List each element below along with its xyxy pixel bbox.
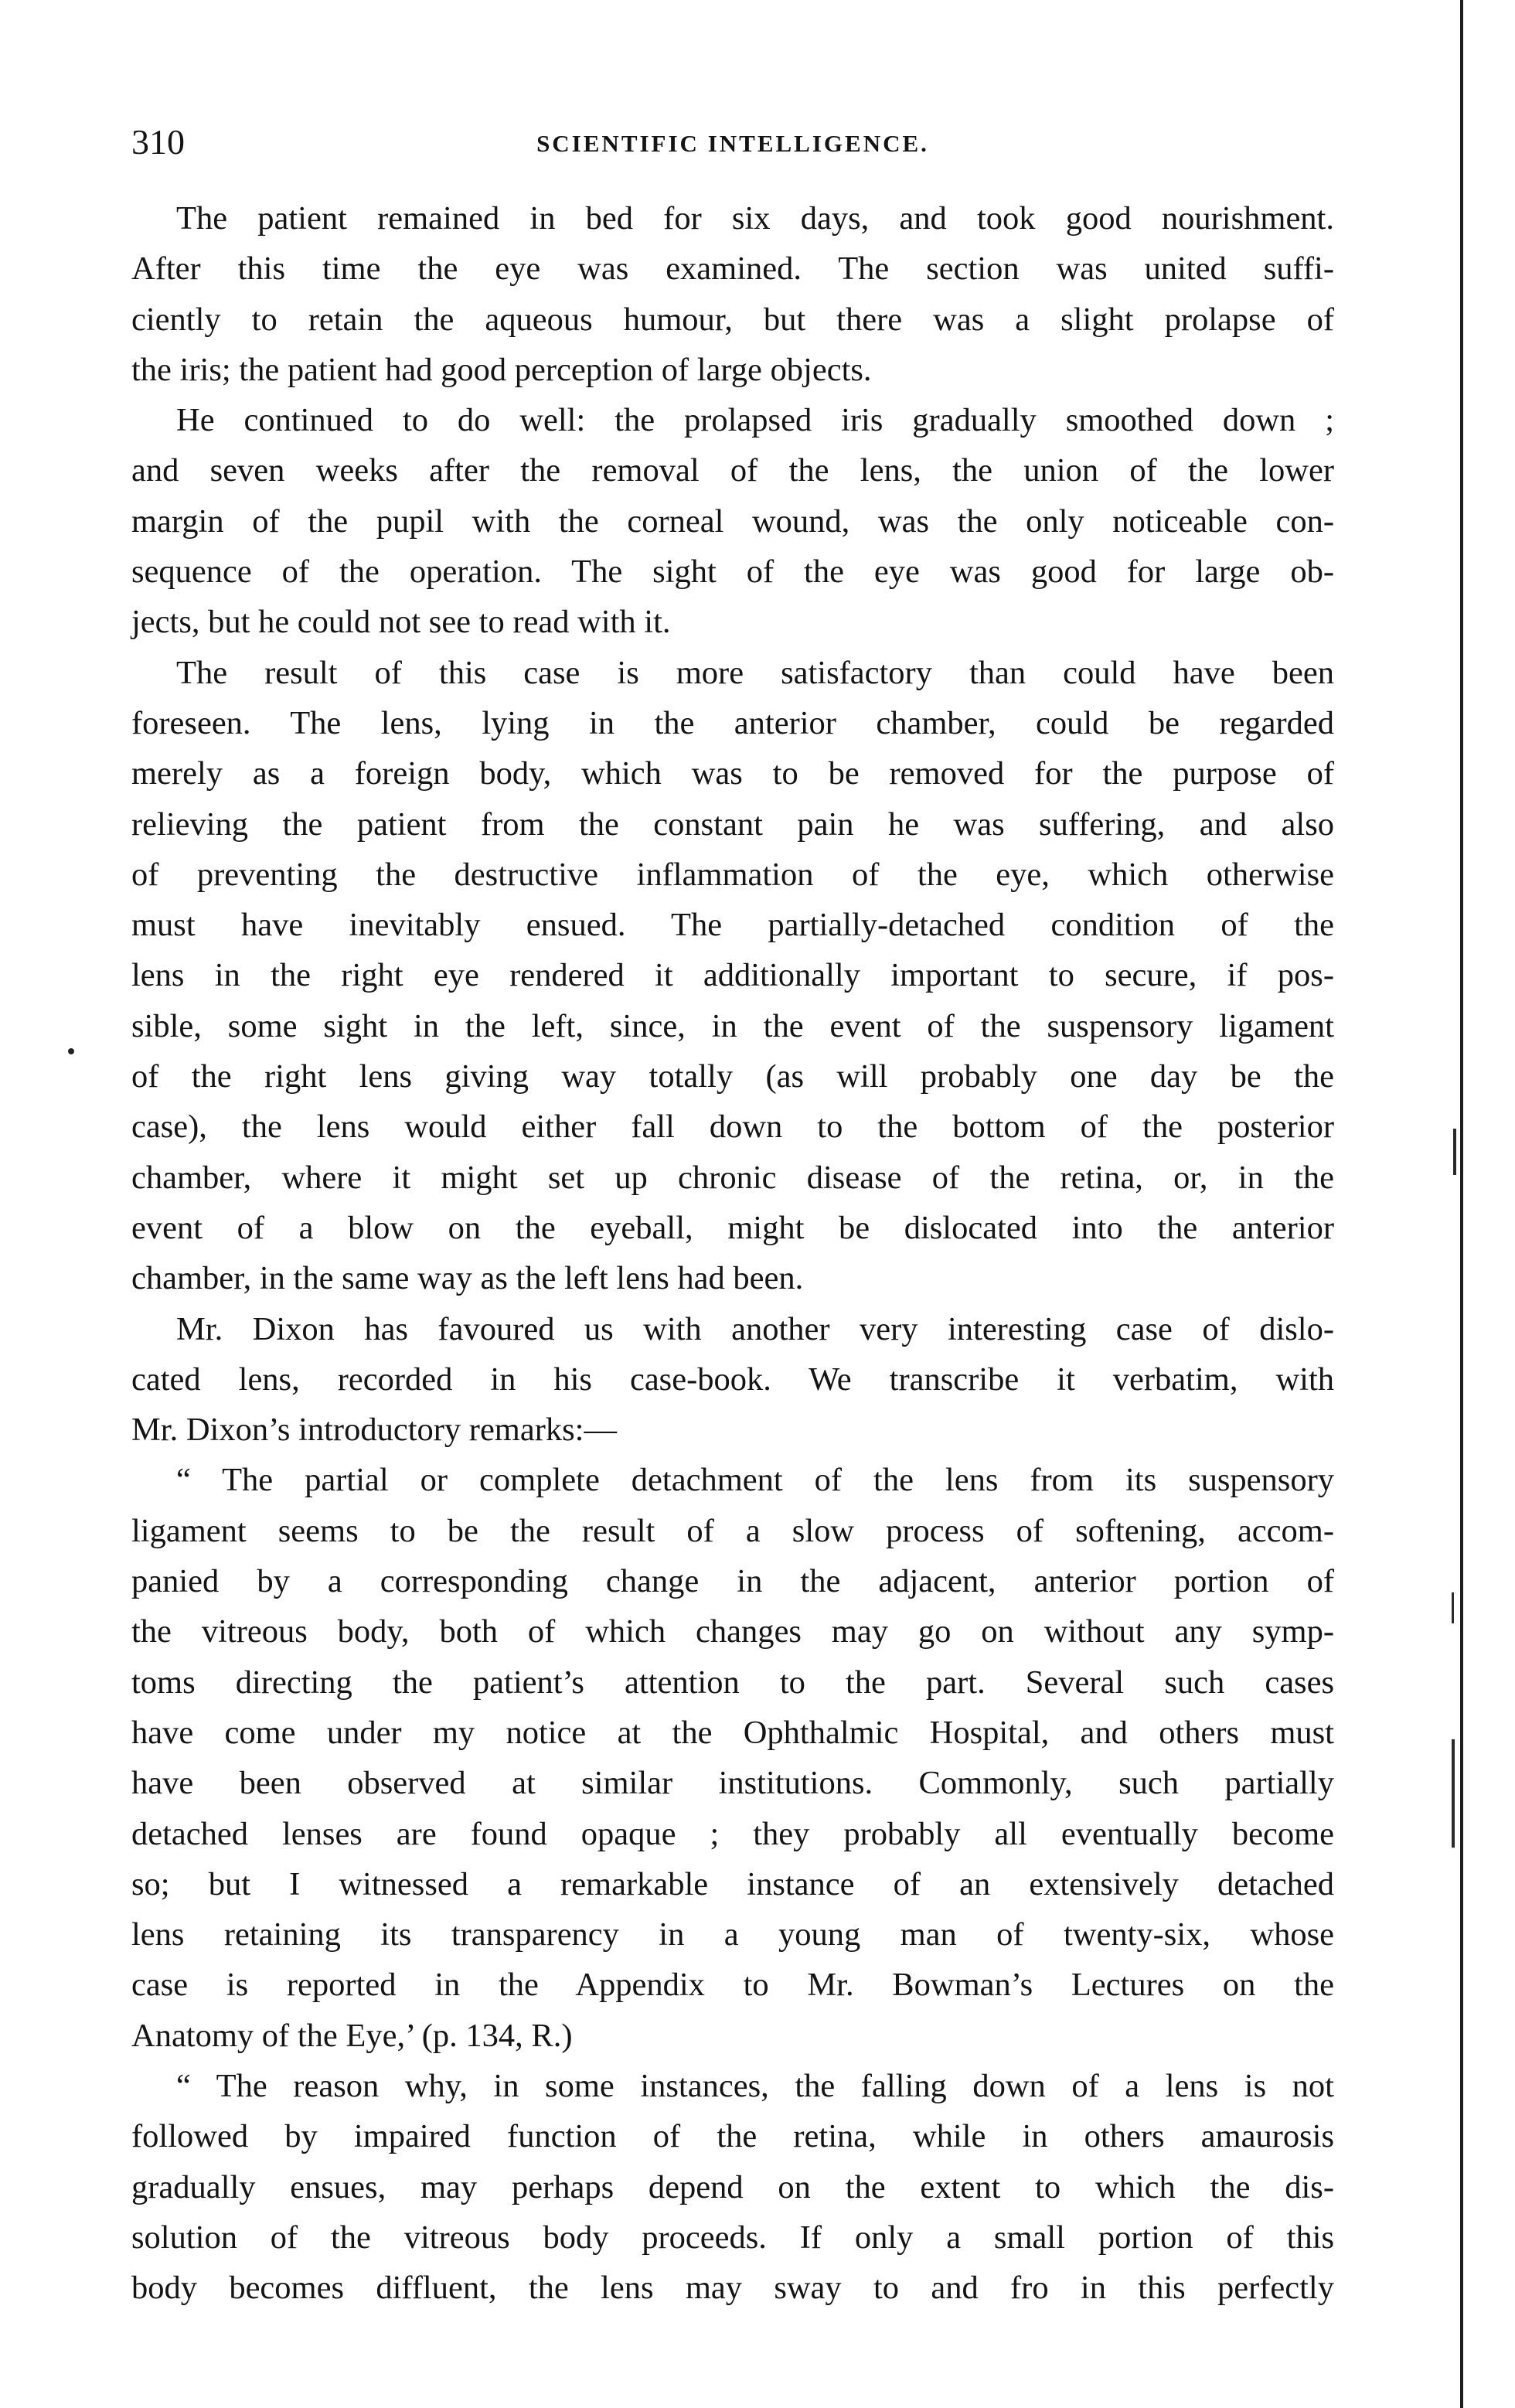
text-line: gradually ensues, may perhaps depend on the extent to which the dis- [131, 2168, 1334, 2205]
text-line: have come under my notice at the Ophthalmic Hospital, and others must [131, 1714, 1334, 1751]
text-line: foreseen. The lens, lying in the anterior chamber, could be regarded [131, 704, 1334, 741]
text-line: chamber, in the same way as the left lens had been. [131, 1260, 804, 1297]
text-line: The patient remained in bed for six days, and took good nourishment. [176, 200, 1334, 237]
text-line: merely as a foreign body, which was to be removed for the purpose of [131, 755, 1334, 792]
text-line: chamber, where it might set up chronic disease of the retina, or, in the [131, 1159, 1334, 1196]
text-line: Mr. Dixon’s introductory remarks:— [131, 1412, 617, 1449]
paragraph [131, 1304, 1334, 1456]
text-line: have been observed at similar institutions. Commonly, such partially [131, 1765, 1334, 1802]
text-line: and seven weeks after the removal of the lens, the union of the lower [131, 452, 1334, 489]
text-line: cated lens, recorded in his case-book. We transcribe it verbatim, with [131, 1361, 1334, 1398]
text-line: sible, some sight in the left, since, in the event of the suspensory ligament [131, 1007, 1334, 1044]
paragraph [131, 648, 1334, 1304]
text-line: followed by impaired function of the retina, while in others amaurosis [131, 2118, 1334, 2155]
text-line: panied by a corresponding change in the adjacent, anterior portion of [131, 1563, 1334, 1600]
text-line: case), the lens would either fall down to the bottom of the posterior [131, 1109, 1334, 1146]
text-line: of preventing the destructive inflammation of the eye, which otherwise [131, 856, 1334, 893]
text-line: the vitreous body, both of which changes may go on without any symp- [131, 1613, 1334, 1650]
page-edge-rule [1460, 0, 1463, 2408]
edge-speck [1452, 1592, 1454, 1623]
text-line: the iris; the patient had good perception of large objects. [131, 351, 872, 388]
text-line: “ The reason why, in some instances, the falling down of a lens is not [176, 2067, 1334, 2104]
paragraph [131, 2061, 1334, 2313]
text-line: case is reported in the Appendix to Mr. Bowman’s Lectures on the [131, 1967, 1334, 2004]
text-line: ligament seems to be the result of a slow process of softening, accom- [131, 1512, 1334, 1549]
text-line: “ The partial or complete detachment of the lens from its suspensory [176, 1462, 1334, 1499]
page-header [131, 114, 1334, 170]
text-line: lens retaining its transparency in a young man of twenty-six, whose [131, 1916, 1334, 1953]
text-line: lens in the right eye rendered it additionally important to secure, if pos- [131, 957, 1334, 994]
running-head: SCIENTIFIC INTELLIGENCE. [536, 130, 929, 157]
paragraph [131, 395, 1334, 647]
text-line: of the right lens giving way totally (as will probably one day be the [131, 1058, 1334, 1095]
text-line: so; but I witnessed a remarkable instance of an extensively detached [131, 1865, 1334, 1902]
text-line: He continued to do well: the prolapsed iris gradually smoothed down ; [176, 402, 1334, 439]
text-line: detached lenses are found opaque ; they probably all eventually become [131, 1815, 1334, 1852]
text-line: ciently to retain the aqueous humour, but there was a slight prolapse of [131, 301, 1334, 338]
text-line: jects, but he could not see to read with it. [131, 604, 671, 641]
text-line: event of a blow on the eyeball, might be dislocated into the anterior [131, 1209, 1334, 1246]
text-line: margin of the pupil with the corneal wound, was the only noticeable con- [131, 502, 1334, 540]
text-line: must have inevitably ensued. The partially-detached condition of the [131, 907, 1334, 944]
edge-speck [1452, 1739, 1455, 1848]
text-line: solution of the vitreous body proceeds. If only a small portion of this [131, 2219, 1334, 2256]
text-line: After this time the eye was examined. The section was united suffi- [131, 250, 1334, 288]
text-line: relieving the patient from the constant pain he was suffering, and also [131, 806, 1334, 843]
text-line: The result of this case is more satisfactory than could have been [176, 654, 1334, 691]
edge-speck [1453, 1129, 1456, 1175]
text-line: body becomes diffluent, the lens may sway to and fro in this perfectly [131, 2270, 1334, 2307]
text-line: Mr. Dixon has favoured us with another very interesting case of dislo- [176, 1310, 1334, 1347]
page-number: 310 [131, 122, 185, 162]
paragraph [131, 1455, 1334, 2061]
text-line: Anatomy of the Eye,’ (p. 134, R.) [131, 2017, 573, 2054]
body-text [131, 193, 1334, 2313]
text-line: sequence of the operation. The sight of the eye was good for large ob- [131, 553, 1334, 591]
text-line: toms directing the patient’s attention to the part. Several such cases [131, 1664, 1334, 1701]
paragraph [131, 193, 1334, 395]
margin-mark [68, 1048, 74, 1054]
